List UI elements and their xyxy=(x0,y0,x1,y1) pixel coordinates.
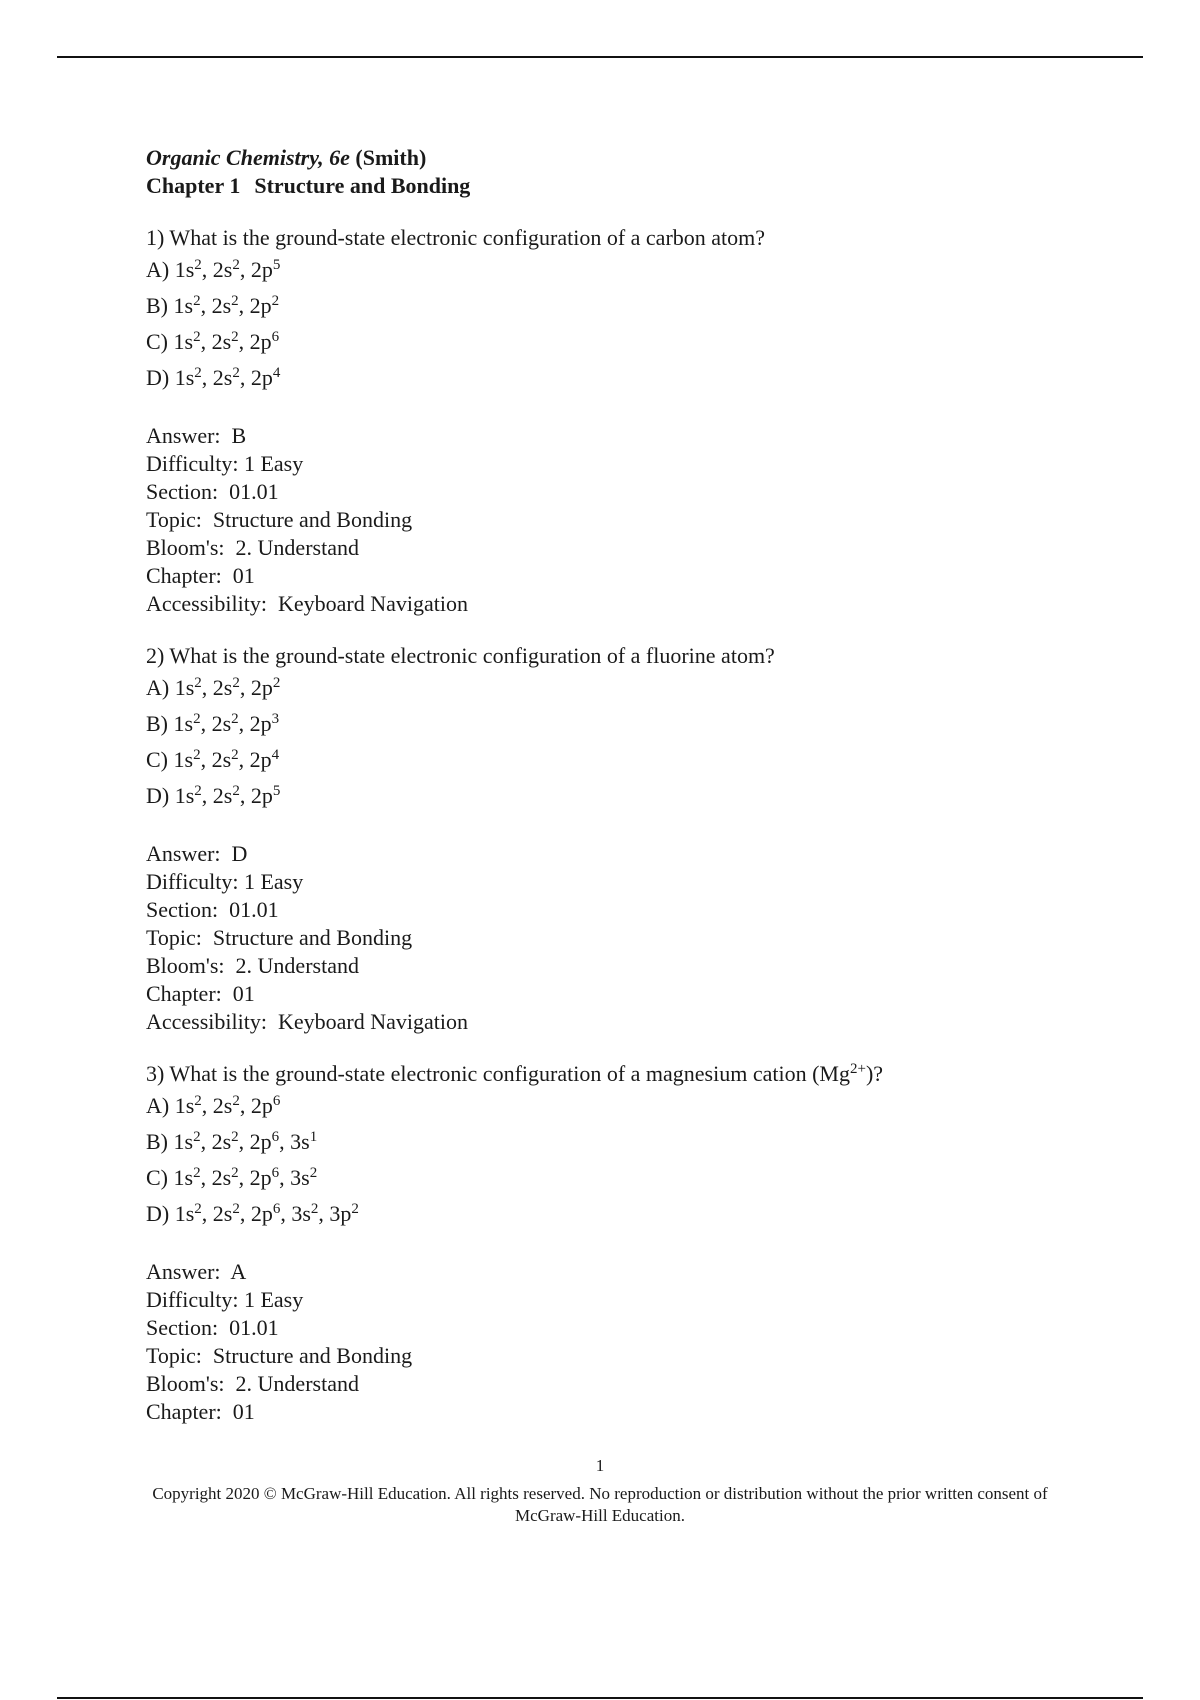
orbital-electron-count: 2 xyxy=(231,293,239,309)
metadata-line: Topic: Structure and Bonding xyxy=(146,925,413,950)
metadata-line: Chapter: 01 xyxy=(146,981,255,1006)
metadata-line: Chapter: 01 xyxy=(146,563,255,588)
orbital-electron-count: 6 xyxy=(271,1129,280,1145)
orbital-electron-count: 5 xyxy=(272,257,281,273)
orbital-term: 2s xyxy=(212,1201,233,1226)
orbital-term: 2s xyxy=(211,1129,232,1154)
metadata-line: Section: 01.01 xyxy=(146,897,279,922)
page-content xyxy=(146,144,1106,1426)
orbital-term: 3s xyxy=(290,1165,310,1190)
page-number: 1 xyxy=(595,1456,605,1475)
orbital-electron-count: 5 xyxy=(272,783,281,799)
orbital-electron-count: 2 xyxy=(232,257,240,273)
orbital-term: 2s xyxy=(211,329,232,354)
orbital-electron-count: 6 xyxy=(271,329,280,345)
orbital-term: 2p xyxy=(249,329,272,354)
orbital-term: 2s xyxy=(211,1165,232,1190)
orbital-electron-count: 2 xyxy=(232,783,240,799)
answer-option: D) $1s^2$, $2s^2$, $2p^4$ xyxy=(146,365,281,390)
orbital-term: 1s xyxy=(174,257,195,282)
orbital-electron-count: 1 xyxy=(309,1129,318,1145)
metadata-line: Difficulty: 1 Easy xyxy=(146,451,304,476)
orbital-electron-count: 2 xyxy=(193,747,201,763)
option-letter: D) xyxy=(146,1201,170,1226)
orbital-term: 2p xyxy=(250,1093,273,1118)
bottom-rule xyxy=(57,1697,1143,1699)
metadata-line: Answer: B xyxy=(146,423,247,448)
metadata-line: Bloom's: 2. Understand xyxy=(146,1371,359,1396)
orbital-electron-count: 2 xyxy=(232,675,240,691)
orbital-term: 2p xyxy=(250,257,273,282)
book-author: (Smith) xyxy=(355,145,427,170)
top-rule xyxy=(57,56,1143,58)
question-text-main: 1) What is the ground-state electronic configuration of a carbon atom? xyxy=(146,225,766,250)
question-text-superscript: 2+ xyxy=(850,1061,866,1077)
metadata-line: Accessibility: Keyboard Navigation xyxy=(146,591,468,616)
orbital-term: 2p xyxy=(249,1165,272,1190)
answer-option: B) $1s^2$, $2s^2$, $2p^3$ xyxy=(146,711,280,736)
question-metadata xyxy=(146,1258,1106,1426)
option-letter: B) xyxy=(146,1129,168,1154)
orbital-term: 2p xyxy=(249,293,272,318)
book-title: Organic Chemistry, 6e xyxy=(146,145,350,170)
orbital-term: 1s xyxy=(174,675,195,700)
answer-option: A) $1s^2$, $2s^2$, $2p^6$ xyxy=(146,1093,281,1118)
orbital-term: 2p xyxy=(250,675,273,700)
orbital-electron-count: 4 xyxy=(271,747,280,763)
orbital-term: 2s xyxy=(212,675,233,700)
metadata-line: Accessibility: Keyboard Navigation xyxy=(146,1009,468,1034)
metadata-line: Difficulty: 1 Easy xyxy=(146,1287,304,1312)
answer-option: B) $1s^2$, $2s^2$, $2p^2$ xyxy=(146,293,280,318)
orbital-term: 1s xyxy=(174,783,195,808)
metadata-line: Answer: D xyxy=(146,841,248,866)
orbital-electron-count: 2 xyxy=(271,293,280,309)
question-text xyxy=(146,1060,1106,1088)
orbital-electron-count: 2 xyxy=(193,711,201,727)
option-letter: B) xyxy=(146,711,168,736)
orbital-electron-count: 6 xyxy=(272,1093,281,1109)
orbital-electron-count: 2 xyxy=(231,747,239,763)
orbital-term: 2p xyxy=(249,747,272,772)
chapter-name: Structure and Bonding xyxy=(254,173,471,198)
orbital-electron-count: 2 xyxy=(231,1165,239,1181)
metadata-line: Bloom's: 2. Understand xyxy=(146,953,359,978)
orbital-electron-count: 2 xyxy=(231,1129,239,1145)
orbital-term: 1s xyxy=(173,329,194,354)
answer-option: C) $1s^2$, $2s^2$, $2p^6$, $3s^2$ xyxy=(146,1165,318,1190)
orbital-electron-count: 2 xyxy=(310,1201,319,1217)
orbital-electron-count: 2 xyxy=(232,1201,240,1217)
orbital-term: 3s xyxy=(291,1201,311,1226)
option-letter: A) xyxy=(146,257,170,282)
orbital-electron-count: 6 xyxy=(272,1201,281,1217)
orbital-electron-count: 2 xyxy=(194,783,202,799)
option-letter: C) xyxy=(146,329,168,354)
answer-option: C) $1s^2$, $2s^2$, $2p^6$ xyxy=(146,329,280,354)
option-letter: D) xyxy=(146,783,170,808)
copyright-notice: Copyright 2020 © McGraw-Hill Education. All rights reserved. No reproduction or distribution without the prior written consent of McGraw-Hill Education. xyxy=(152,1484,1048,1525)
question-block xyxy=(146,1060,1106,1426)
question-metadata xyxy=(146,422,1106,618)
orbital-electron-count: 2 xyxy=(194,257,202,273)
metadata-line: Topic: Structure and Bonding xyxy=(146,1343,413,1368)
orbital-term: 1s xyxy=(174,1201,195,1226)
option-letter: D) xyxy=(146,365,170,390)
orbital-electron-count: 2 xyxy=(232,365,240,381)
answer-option: A) $1s^2$, $2s^2$, $2p^2$ xyxy=(146,675,281,700)
orbital-term: 2s xyxy=(212,1093,233,1118)
orbital-term: 1s xyxy=(174,1093,195,1118)
chapter-title xyxy=(146,172,1106,200)
metadata-line: Section: 01.01 xyxy=(146,1315,279,1340)
book-title-line xyxy=(146,144,1106,172)
question-list xyxy=(146,224,1106,1426)
orbital-electron-count: 2 xyxy=(193,293,201,309)
orbital-electron-count: 2 xyxy=(231,711,239,727)
orbital-electron-count: 2 xyxy=(194,1201,202,1217)
orbital-term: 2s xyxy=(212,365,233,390)
orbital-term: 2p xyxy=(250,365,273,390)
orbital-electron-count: 2 xyxy=(231,329,239,345)
orbital-term: 2p xyxy=(249,1129,272,1154)
question-text-main: 3) What is the ground-state electronic configuration of a magnesium cation (Mg xyxy=(146,1061,850,1086)
answer-option: B) $1s^2$, $2s^2$, $2p^6$, $3s^1$ xyxy=(146,1129,318,1154)
question-text xyxy=(146,224,1106,252)
option-letter: C) xyxy=(146,1165,168,1190)
orbital-electron-count: 2 xyxy=(351,1201,359,1217)
metadata-line: Topic: Structure and Bonding xyxy=(146,507,413,532)
orbital-term: 2s xyxy=(211,293,232,318)
orbital-term: 2p xyxy=(249,711,272,736)
orbital-electron-count: 2 xyxy=(193,1165,201,1181)
orbital-term: 2s xyxy=(212,257,233,282)
orbital-term: 2s xyxy=(212,783,233,808)
chapter-label: Chapter 1 xyxy=(146,173,241,198)
question-text-end: )? xyxy=(865,1061,884,1086)
question-text xyxy=(146,642,1106,670)
metadata-line: Section: 01.01 xyxy=(146,479,279,504)
question-block xyxy=(146,642,1106,1036)
orbital-electron-count: 2 xyxy=(193,1129,201,1145)
orbital-electron-count: 3 xyxy=(271,711,280,727)
option-letter: B) xyxy=(146,293,168,318)
orbital-term: 2s xyxy=(211,711,232,736)
orbital-term: 1s xyxy=(173,1129,194,1154)
orbital-term: 2p xyxy=(250,783,273,808)
orbital-electron-count: 2 xyxy=(194,1093,202,1109)
orbital-term: 1s xyxy=(173,747,194,772)
question-block xyxy=(146,224,1106,618)
answer-option: D) $1s^2$, $2s^2$, $2p^5$ xyxy=(146,783,281,808)
orbital-term: 1s xyxy=(174,365,195,390)
question-text-main: 2) What is the ground-state electronic configuration of a fluorine atom? xyxy=(146,643,775,668)
orbital-electron-count: 2 xyxy=(193,329,201,345)
orbital-term: 1s xyxy=(173,1165,194,1190)
metadata-line: Bloom's: 2. Understand xyxy=(146,535,359,560)
metadata-line: Chapter: 01 xyxy=(146,1399,255,1424)
option-letter: A) xyxy=(146,675,170,700)
answer-option: D) $1s^2$, $2s^2$, $2p^6$, $3s^2$, $3p^2$ xyxy=(146,1201,359,1226)
metadata-line: Answer: A xyxy=(146,1259,247,1284)
option-letter: A) xyxy=(146,1093,170,1118)
orbital-term: 3p xyxy=(329,1201,352,1226)
question-metadata xyxy=(146,840,1106,1036)
orbital-electron-count: 2 xyxy=(272,675,281,691)
orbital-electron-count: 6 xyxy=(271,1165,280,1181)
orbital-electron-count: 2 xyxy=(194,675,202,691)
orbital-term: 1s xyxy=(173,711,194,736)
orbital-electron-count: 2 xyxy=(309,1165,318,1181)
orbital-electron-count: 2 xyxy=(232,1093,240,1109)
orbital-term: 1s xyxy=(173,293,194,318)
orbital-term: 3s xyxy=(290,1129,310,1154)
orbital-electron-count: 4 xyxy=(272,365,281,381)
answer-option: C) $1s^2$, $2s^2$, $2p^4$ xyxy=(146,747,280,772)
metadata-line: Difficulty: 1 Easy xyxy=(146,869,304,894)
orbital-term: 2s xyxy=(211,747,232,772)
orbital-electron-count: 2 xyxy=(194,365,202,381)
orbital-term: 2p xyxy=(250,1201,273,1226)
answer-option: A) $1s^2$, $2s^2$, $2p^5$ xyxy=(146,257,281,282)
page-footer xyxy=(0,1455,1200,1527)
option-letter: C) xyxy=(146,747,168,772)
